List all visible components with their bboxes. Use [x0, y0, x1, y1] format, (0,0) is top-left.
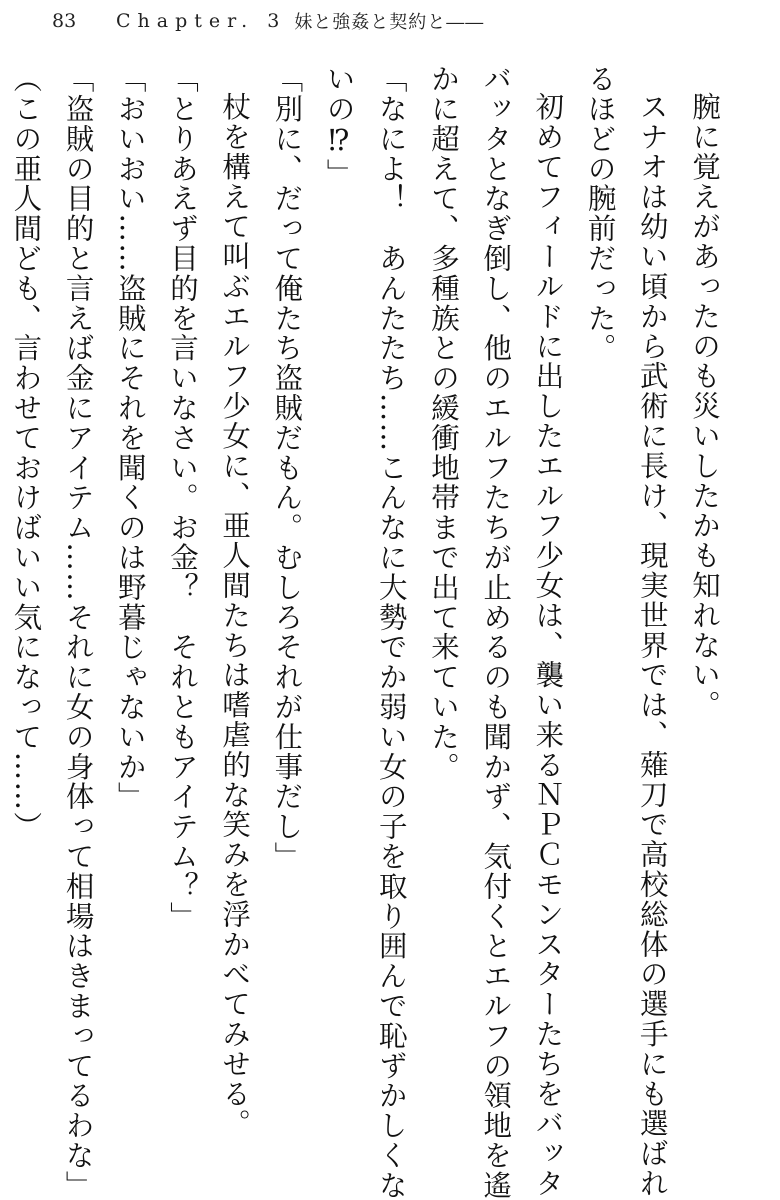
chapter-title: 妹と強姦と契約と――	[294, 12, 485, 33]
chapter-label: Chapter. 3	[116, 10, 287, 32]
running-header	[52, 6, 752, 36]
text-line: （この亜人間ども、言わせておけばいい気になって……）	[9, 64, 43, 842]
text-line: スナオは幼い頃から武術に長け、現実世界では、薙刀で高校総体の選手にも選ばれ	[635, 92, 669, 1199]
text-line: 「とりあえず目的を言いなさい。お金？ それともアイテム？」	[165, 64, 199, 932]
text-line: かに超えて、多種族との緩衝地帯まで出て来ていた。	[426, 64, 460, 782]
text-line: バッタとなぎ倒し、他のエルフたちが止めるのも聞かず、気付くとエルフの領地を遙	[479, 64, 513, 1200]
text-line: 「なによ！ あんたたち……こんなに大勢でか弱い女の子を取り囲んで恥ずかしくな	[374, 64, 408, 1200]
text-line: 「別に、だって俺たち盗賊だもん。むしろそれが仕事だし」	[270, 64, 304, 872]
text-line: いの⁉」	[322, 64, 356, 189]
page-number: 83	[52, 10, 77, 32]
vertical-text-body	[9, 64, 730, 1200]
text-line: るほどの腕前だった。	[583, 64, 617, 363]
text-line: 「おいおい……盗賊にそれを聞くのは野暮じゃないか」	[113, 64, 147, 812]
text-line: 杖を構えて叫ぶエルフ少女に、亜人間たちは嗜虐的な笑みを浮かべてみせる。	[218, 92, 252, 1139]
text-line: 腕に覚えがあったのも災いしたかも知れない。	[688, 92, 721, 720]
text-line: 「盗賊の目的と言えば金にアイテム……それに女の身体って相場はきまってるわな」	[61, 64, 95, 1200]
text-line: 初めてフィールドに出したエルフ少女は、襲い来るＮＰＣモンスターたちをバッタ	[531, 92, 565, 1199]
